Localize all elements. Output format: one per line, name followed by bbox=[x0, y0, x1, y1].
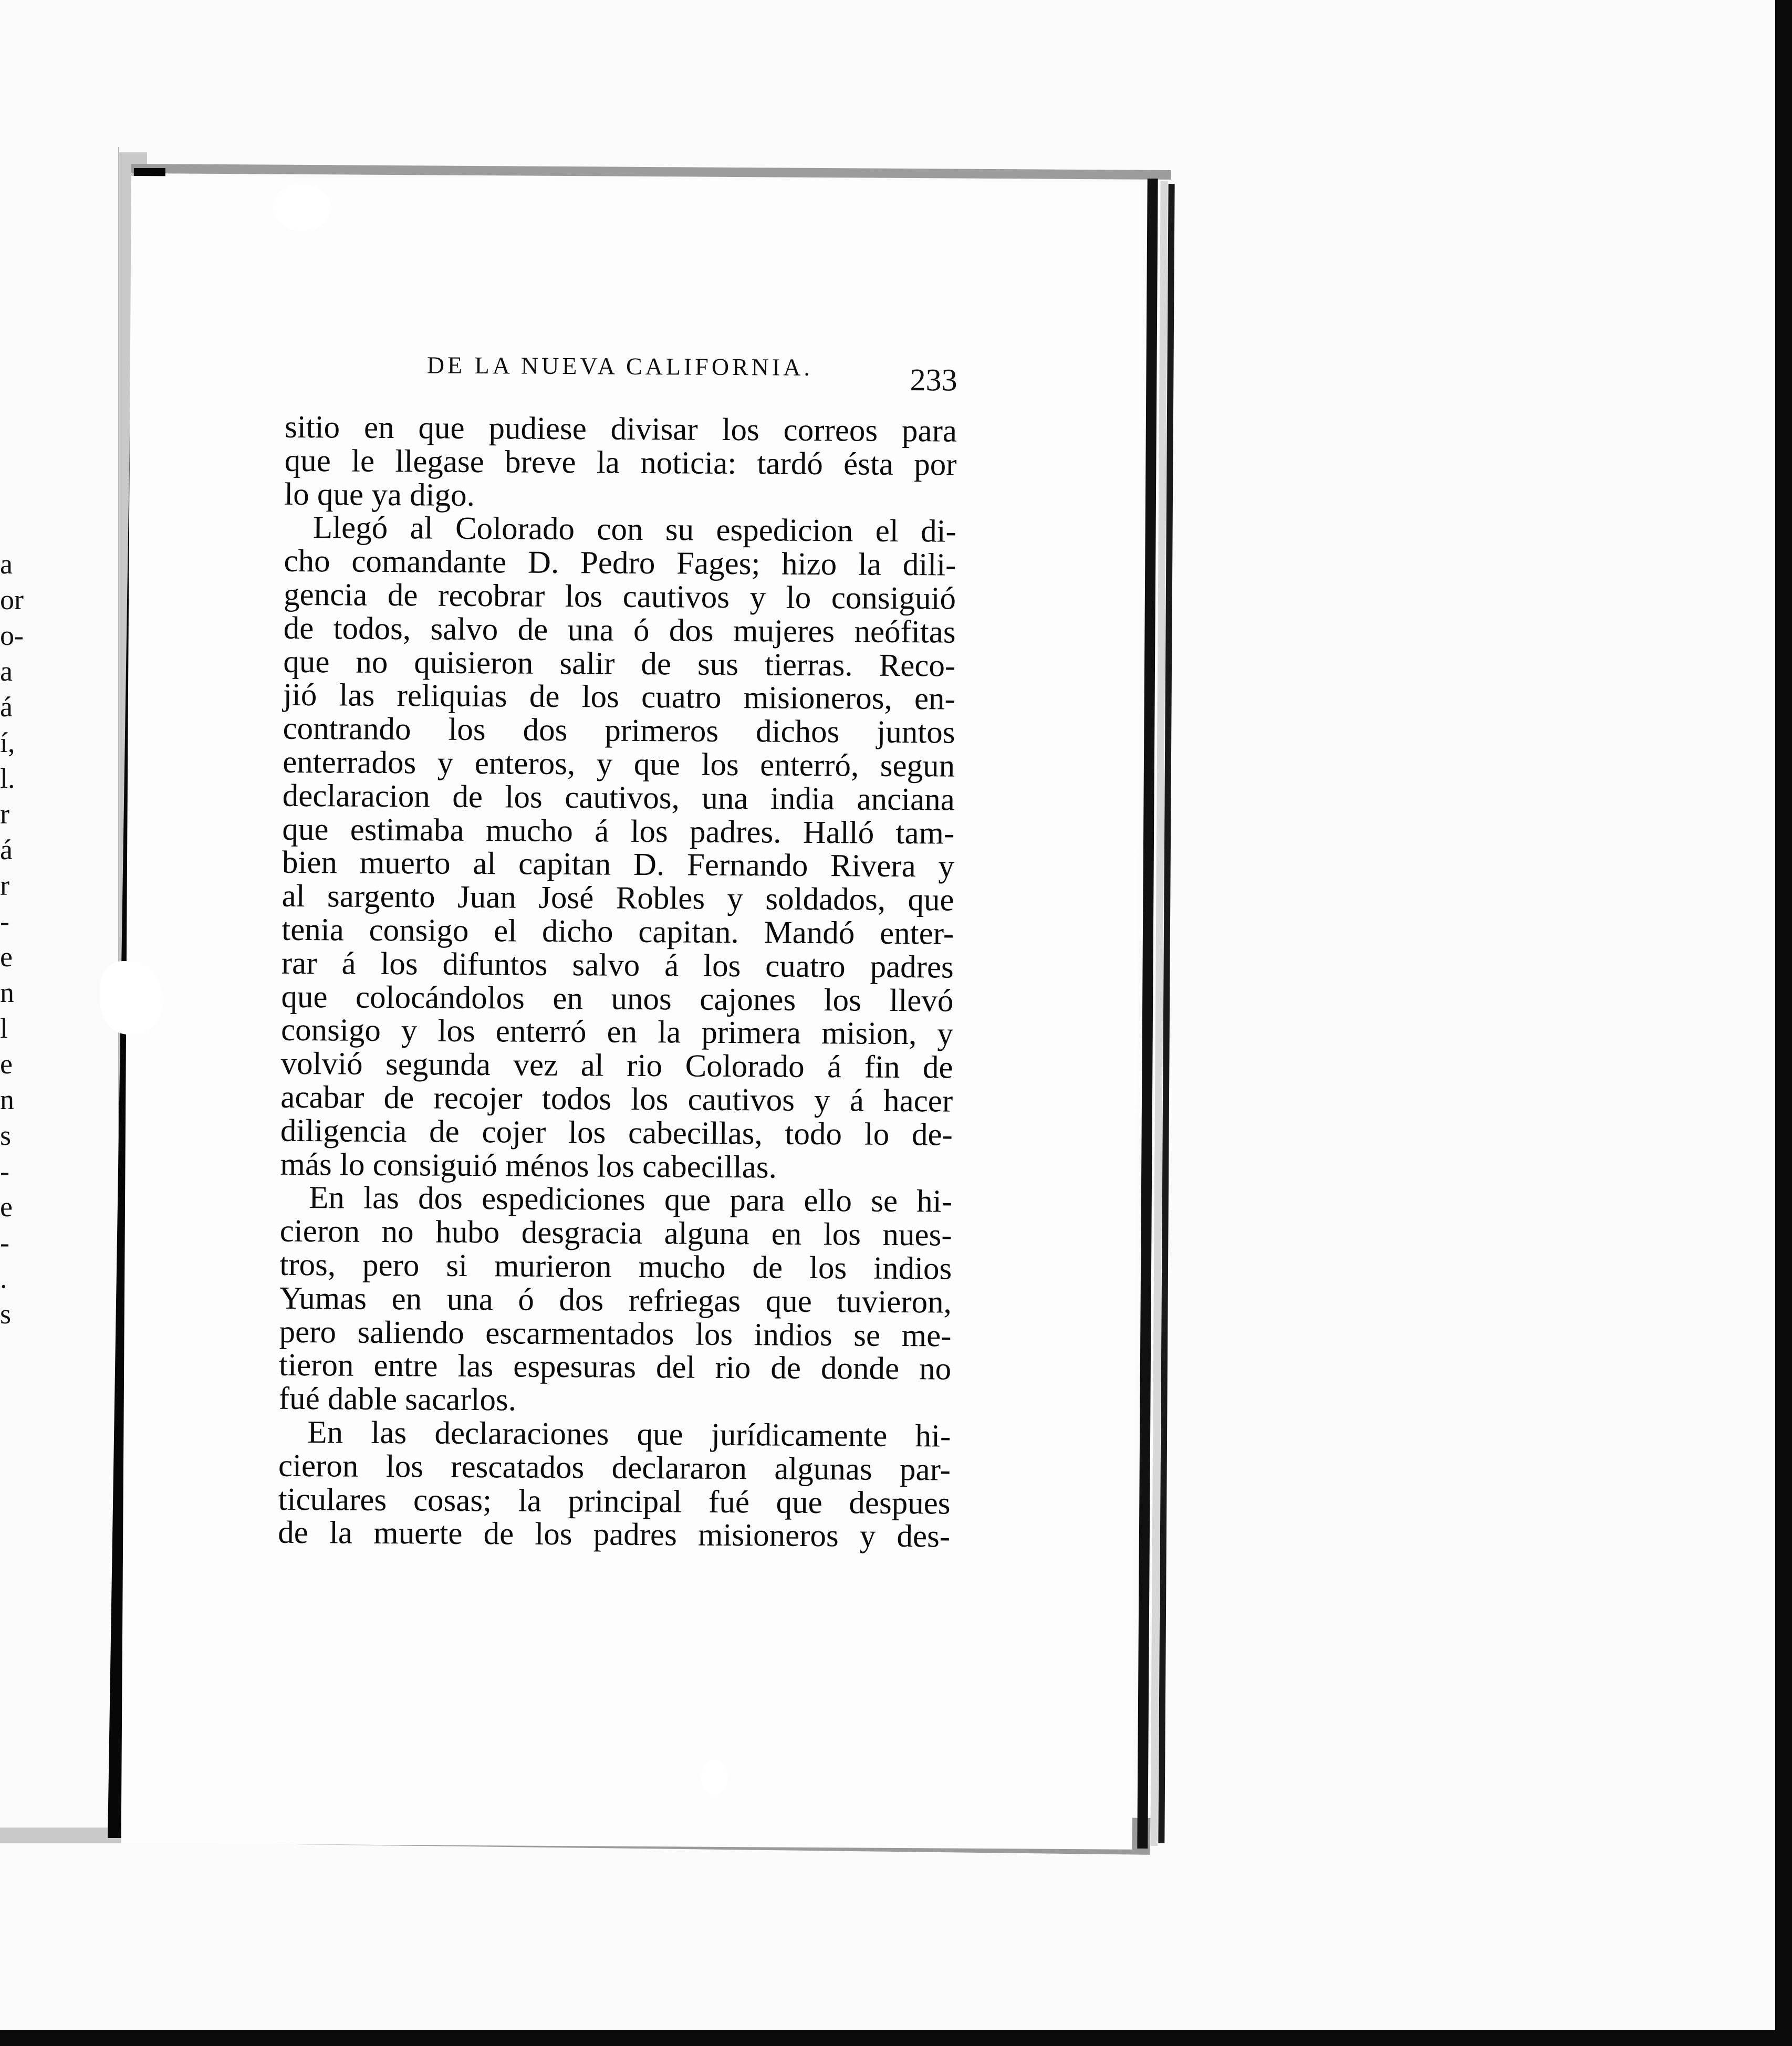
text-line: tros, pero si murieron mucho de los indios bbox=[279, 1247, 952, 1287]
cut-off-letter: r bbox=[0, 870, 9, 901]
cut-off-letter: n bbox=[0, 977, 14, 1008]
cut-off-letter: r bbox=[0, 798, 9, 830]
cut-off-letter: e bbox=[0, 1191, 13, 1223]
text-line: gencia de recobrar los cautivos y lo consiguió bbox=[283, 577, 956, 617]
cut-off-letter: s bbox=[0, 1120, 12, 1151]
text-line: rar á los difuntos salvo á los cuatro padres bbox=[281, 945, 954, 985]
cut-off-letter: . bbox=[0, 1262, 7, 1294]
text-line: de todos, salvo de una ó dos mujeres neófitas bbox=[283, 610, 956, 650]
text-line: cieron los rescatados declararon algunas par- bbox=[278, 1448, 951, 1488]
text-line: consigo y los enterró en la primera mision, y bbox=[280, 1012, 954, 1052]
cut-off-letter: - bbox=[0, 905, 9, 937]
body-text bbox=[278, 411, 957, 1554]
cut-off-letter: í, bbox=[0, 727, 15, 758]
text-line: cieron no hubo desgracia alguna en los nues- bbox=[279, 1213, 952, 1253]
text-line: Llegó al Colorado con su espedicion el di- bbox=[312, 510, 957, 549]
scan-bottom-border bbox=[0, 2030, 1792, 2046]
scan-right-border bbox=[1775, 0, 1792, 2046]
right-page bbox=[121, 176, 1142, 1850]
cut-off-letter: l bbox=[0, 1012, 8, 1044]
text-line: enterrados y enteros, y que los enterró, segun bbox=[282, 744, 955, 784]
running-head: DE LA NUEVA CALIFORNIA. bbox=[426, 351, 814, 381]
text-line: contrando los dos primeros dichos juntos bbox=[283, 711, 955, 750]
text-line: ticulares cosas; la principal fué que despues bbox=[278, 1481, 951, 1521]
dust-speck bbox=[273, 184, 331, 231]
cut-off-letter: a bbox=[0, 655, 13, 687]
text-line: que colocándolos en unos cajones los llevó bbox=[281, 979, 954, 1019]
cut-off-letter: á bbox=[0, 834, 13, 865]
cut-off-letter: e bbox=[0, 941, 13, 973]
text-line: cho comandante D. Pedro Fages; hizo la dili- bbox=[284, 543, 956, 583]
text-line: volvió segunda vez al rio Colorado á fin de bbox=[280, 1046, 953, 1085]
cut-off-letter: o- bbox=[0, 620, 24, 651]
text-line: pero saliendo escarmentados los indios se me- bbox=[279, 1314, 952, 1354]
cut-off-letter: - bbox=[0, 1227, 9, 1258]
text-line: En las dos espediciones que para ello se hi- bbox=[308, 1180, 953, 1219]
dust-speck bbox=[701, 1759, 727, 1796]
text-line: de la muerte de los padres misioneros y des- bbox=[278, 1515, 951, 1554]
text-line: tieron entre las espesuras del rio de donde no bbox=[278, 1348, 952, 1387]
text-line: declaracion de los cautivos, una india anciana bbox=[282, 778, 955, 818]
left-page-cut-off-text bbox=[0, 546, 24, 1332]
text-line: que le llegase breve la noticia: tardó ésta por bbox=[284, 443, 957, 483]
cut-off-letter: - bbox=[0, 1155, 9, 1187]
page-number: 233 bbox=[910, 362, 957, 398]
cut-off-letter: e bbox=[0, 1048, 13, 1080]
text-line: tenia consigo el dicho capitan. Mandó enter- bbox=[282, 912, 954, 952]
text-line: jió las reliquias de los cuatro misioneros, en- bbox=[283, 677, 956, 717]
cut-off-letter: s bbox=[0, 1298, 12, 1330]
text-line: que no quisieron salir de sus tierras. Reco- bbox=[283, 644, 956, 684]
cut-off-letter: n bbox=[0, 1084, 14, 1115]
text-line: En las declaraciones que jurídicamente hi- bbox=[307, 1415, 951, 1454]
text-line: Yumas en una ó dos refriegas que tuvieron, bbox=[279, 1280, 952, 1320]
text-line: que estimaba mucho á los padres. Halló tam- bbox=[282, 811, 955, 851]
text-line: lo que ya digo. bbox=[284, 476, 475, 513]
cut-off-letter: l. bbox=[0, 763, 15, 794]
text-line: fué dable sacarlos. bbox=[278, 1381, 517, 1418]
text-line: acabar de recojer todos los cautivos y á hacer bbox=[280, 1079, 953, 1119]
cut-off-letter: a bbox=[0, 548, 13, 580]
text-line: al sargento Juan José Robles y soldados, que bbox=[282, 878, 954, 918]
text-line: sitio en que pudiese divisar los correos para bbox=[284, 409, 957, 449]
text-line: diligencia de cojer los cabecillas, todo lo de- bbox=[280, 1113, 953, 1153]
text-line: bien muerto al capitan D. Fernando Rivera y bbox=[282, 845, 955, 884]
cut-off-letter: or bbox=[0, 584, 24, 615]
cut-off-letter: á bbox=[0, 691, 13, 723]
text-line: más lo consiguió ménos los cabecillas. bbox=[280, 1146, 777, 1185]
